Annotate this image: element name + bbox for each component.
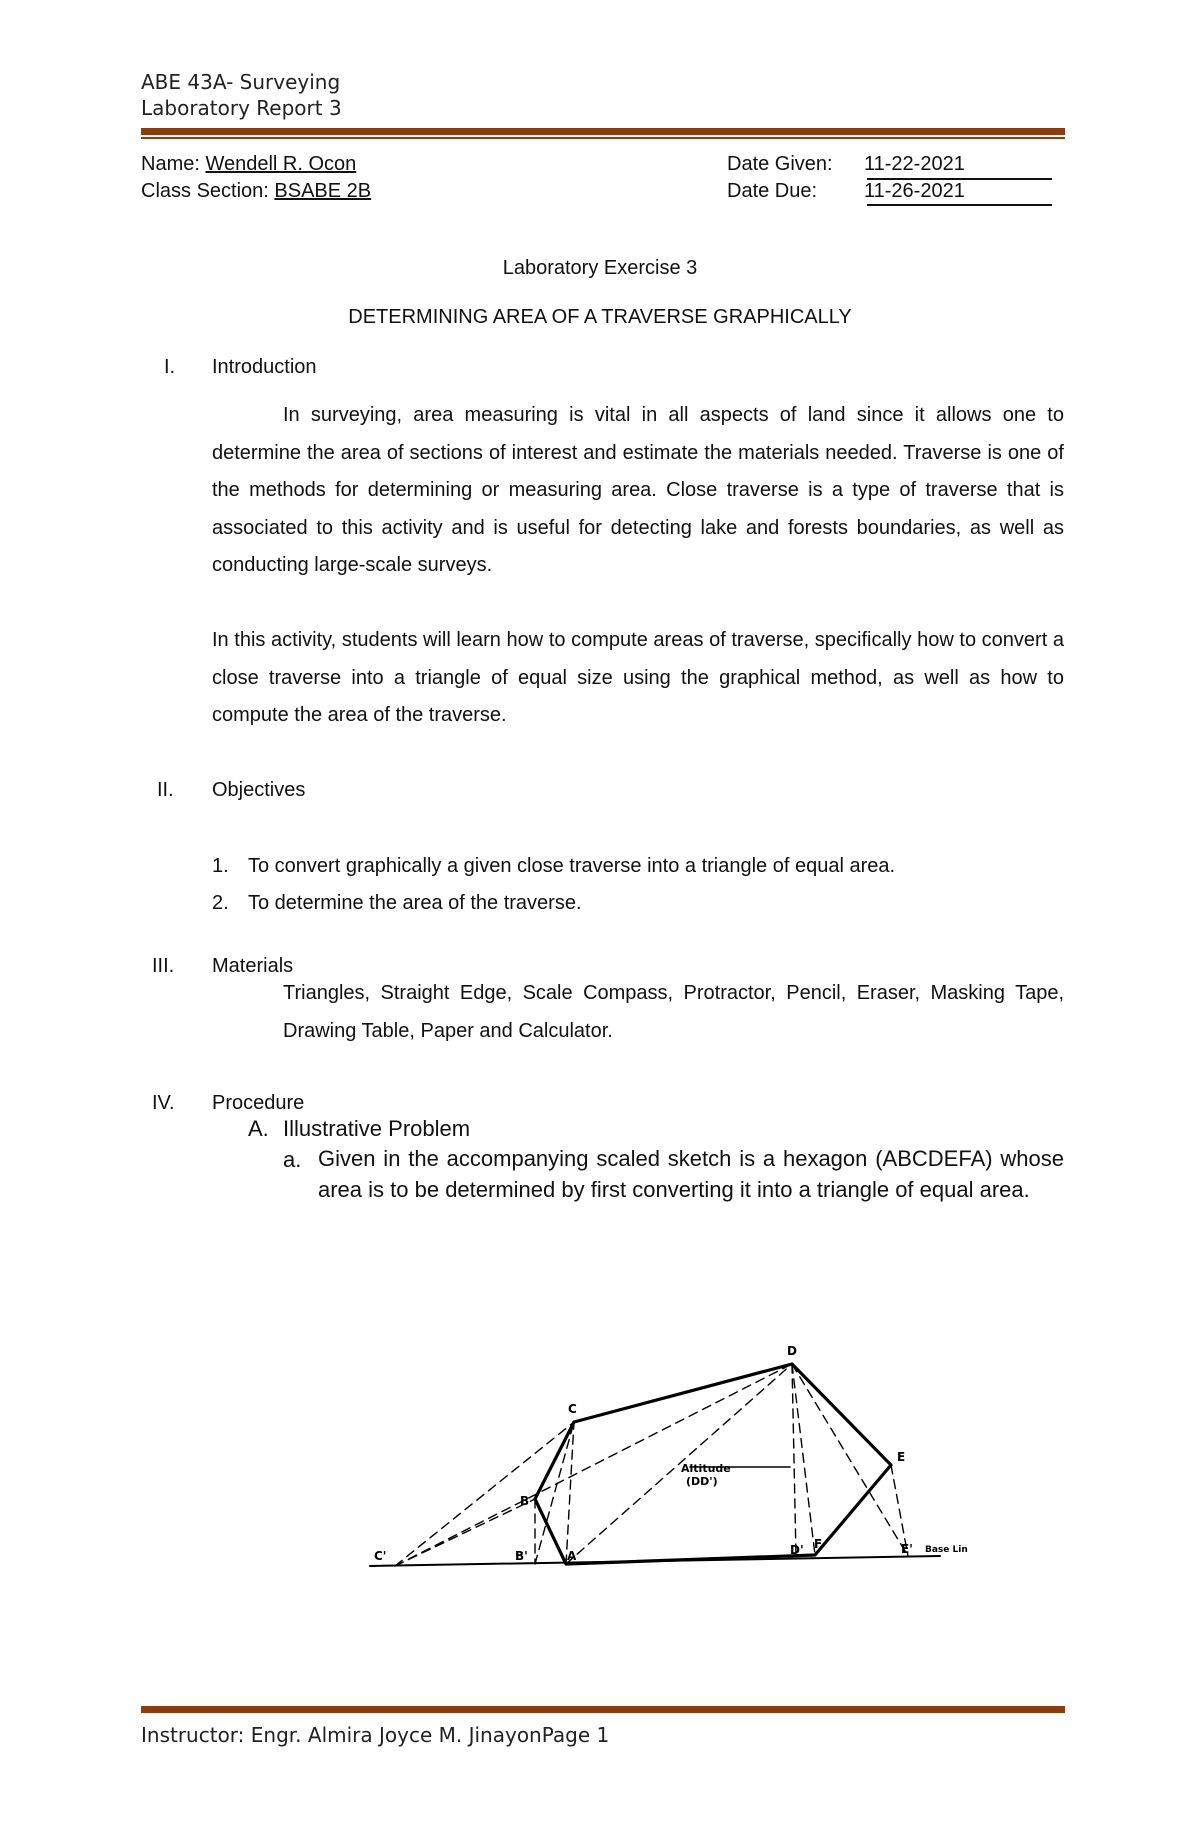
- label-c-prime: C': [374, 1549, 387, 1563]
- line-d-eprime: [792, 1364, 908, 1556]
- altitude-line: [792, 1364, 796, 1556]
- objective-2-number: 2.: [212, 892, 229, 914]
- intro-paragraph-2: In this activity, students will learn how to compute areas of traverse, specifically how to convert a close traverse into a triangle of equal size using the graphical method, as well as how to compute the area of the traverse.: [212, 629, 1064, 726]
- header-rule-thick: [141, 128, 1065, 135]
- materials-text: Triangles, Straight Edge, Scale Compass, Protractor, Pencil, Eraser, Masking Tape, Drawing Table, Paper and Calculator.: [283, 982, 1064, 1042]
- materials-number: III.: [152, 955, 175, 977]
- topic-title: DETERMINING AREA OF A TRAVERSE GRAPHICALLY: [348, 306, 852, 328]
- procedure-sub-number: a.: [283, 1147, 302, 1172]
- footer-rule: [141, 1706, 1065, 1713]
- procedure-heading: Procedure: [212, 1092, 305, 1114]
- intro-number: I.: [164, 356, 176, 378]
- name-value: Wendell R. Ocon: [205, 153, 357, 175]
- label-b: B: [520, 1494, 530, 1508]
- procedure-number: IV.: [152, 1092, 175, 1114]
- line-cprime-c: [395, 1422, 574, 1566]
- line-a-c: [566, 1422, 574, 1564]
- objectives-heading: Objectives: [212, 779, 306, 801]
- footer-text: Instructor: Engr. Almira Joyce M. JinayonPage 1: [141, 1723, 610, 1747]
- date-due-value: 11-26-2021: [864, 180, 965, 202]
- label-d-prime: D': [790, 1543, 804, 1557]
- date-given-label: Date Given:: [727, 153, 833, 175]
- objective-1-number: 1.: [212, 855, 229, 877]
- label-a: A: [567, 1549, 577, 1563]
- date-given-value: 11-22-2021: [864, 153, 965, 175]
- exercise-title: Laboratory Exercise 3: [502, 257, 698, 279]
- objective-2-text: To determine the area of the traverse.: [248, 892, 582, 914]
- procedure-sub-text: Given in the accompanying scaled sketch is a hexagon (ABCDEFA) whose area is to be determined by first converting it into a triangle of equal area.: [318, 1146, 1064, 1202]
- label-e-prime: E': [901, 1542, 913, 1556]
- label-e: E: [897, 1450, 906, 1464]
- label-c: C: [568, 1402, 577, 1416]
- header-rule-thin: [141, 137, 1065, 139]
- label-f: F: [814, 1537, 823, 1551]
- report-title: Laboratory Report 3: [141, 96, 342, 120]
- label-base-line: Base Lin: [925, 1545, 968, 1555]
- procedure-a-text: Illustrative Problem: [283, 1116, 471, 1141]
- label-altitude-dd: (DD'): [686, 1475, 718, 1488]
- label-d: D: [787, 1344, 797, 1358]
- section-line: [141, 180, 371, 203]
- intro-heading: Introduction: [212, 356, 317, 378]
- objective-1-text: To convert graphically a given close traverse into a triangle of equal area.: [248, 855, 896, 877]
- course-title: ABE 43A- Surveying: [141, 70, 341, 94]
- label-altitude: Altitude: [681, 1462, 731, 1475]
- materials-heading: Materials: [212, 955, 294, 977]
- name-line: [141, 153, 356, 176]
- section-label: Class Section:: [141, 180, 269, 202]
- label-b-prime: B': [515, 1549, 528, 1563]
- line-cprime-d: [395, 1364, 792, 1566]
- line-d-f: [792, 1364, 815, 1555]
- name-label: Name:: [141, 153, 200, 175]
- date-due-underline: [867, 204, 1052, 206]
- date-due-label: Date Due:: [727, 180, 818, 202]
- objectives-number: II.: [157, 779, 174, 801]
- procedure-a-number: A.: [248, 1116, 269, 1141]
- traverse-figure: [360, 1330, 1000, 1580]
- intro-paragraph-1: In surveying, area measuring is vital in all aspects of land since it allows one to determine the area of sections of interest and estimate the materials needed. Traverse is one of the methods for determining or measuring area. Close traverse is a type of traverse that is associated to this activity and is useful for detecting lake and forests boundaries, as well as conducting large-scale surveys.: [212, 404, 1064, 576]
- section-value: BSABE 2B: [274, 180, 372, 202]
